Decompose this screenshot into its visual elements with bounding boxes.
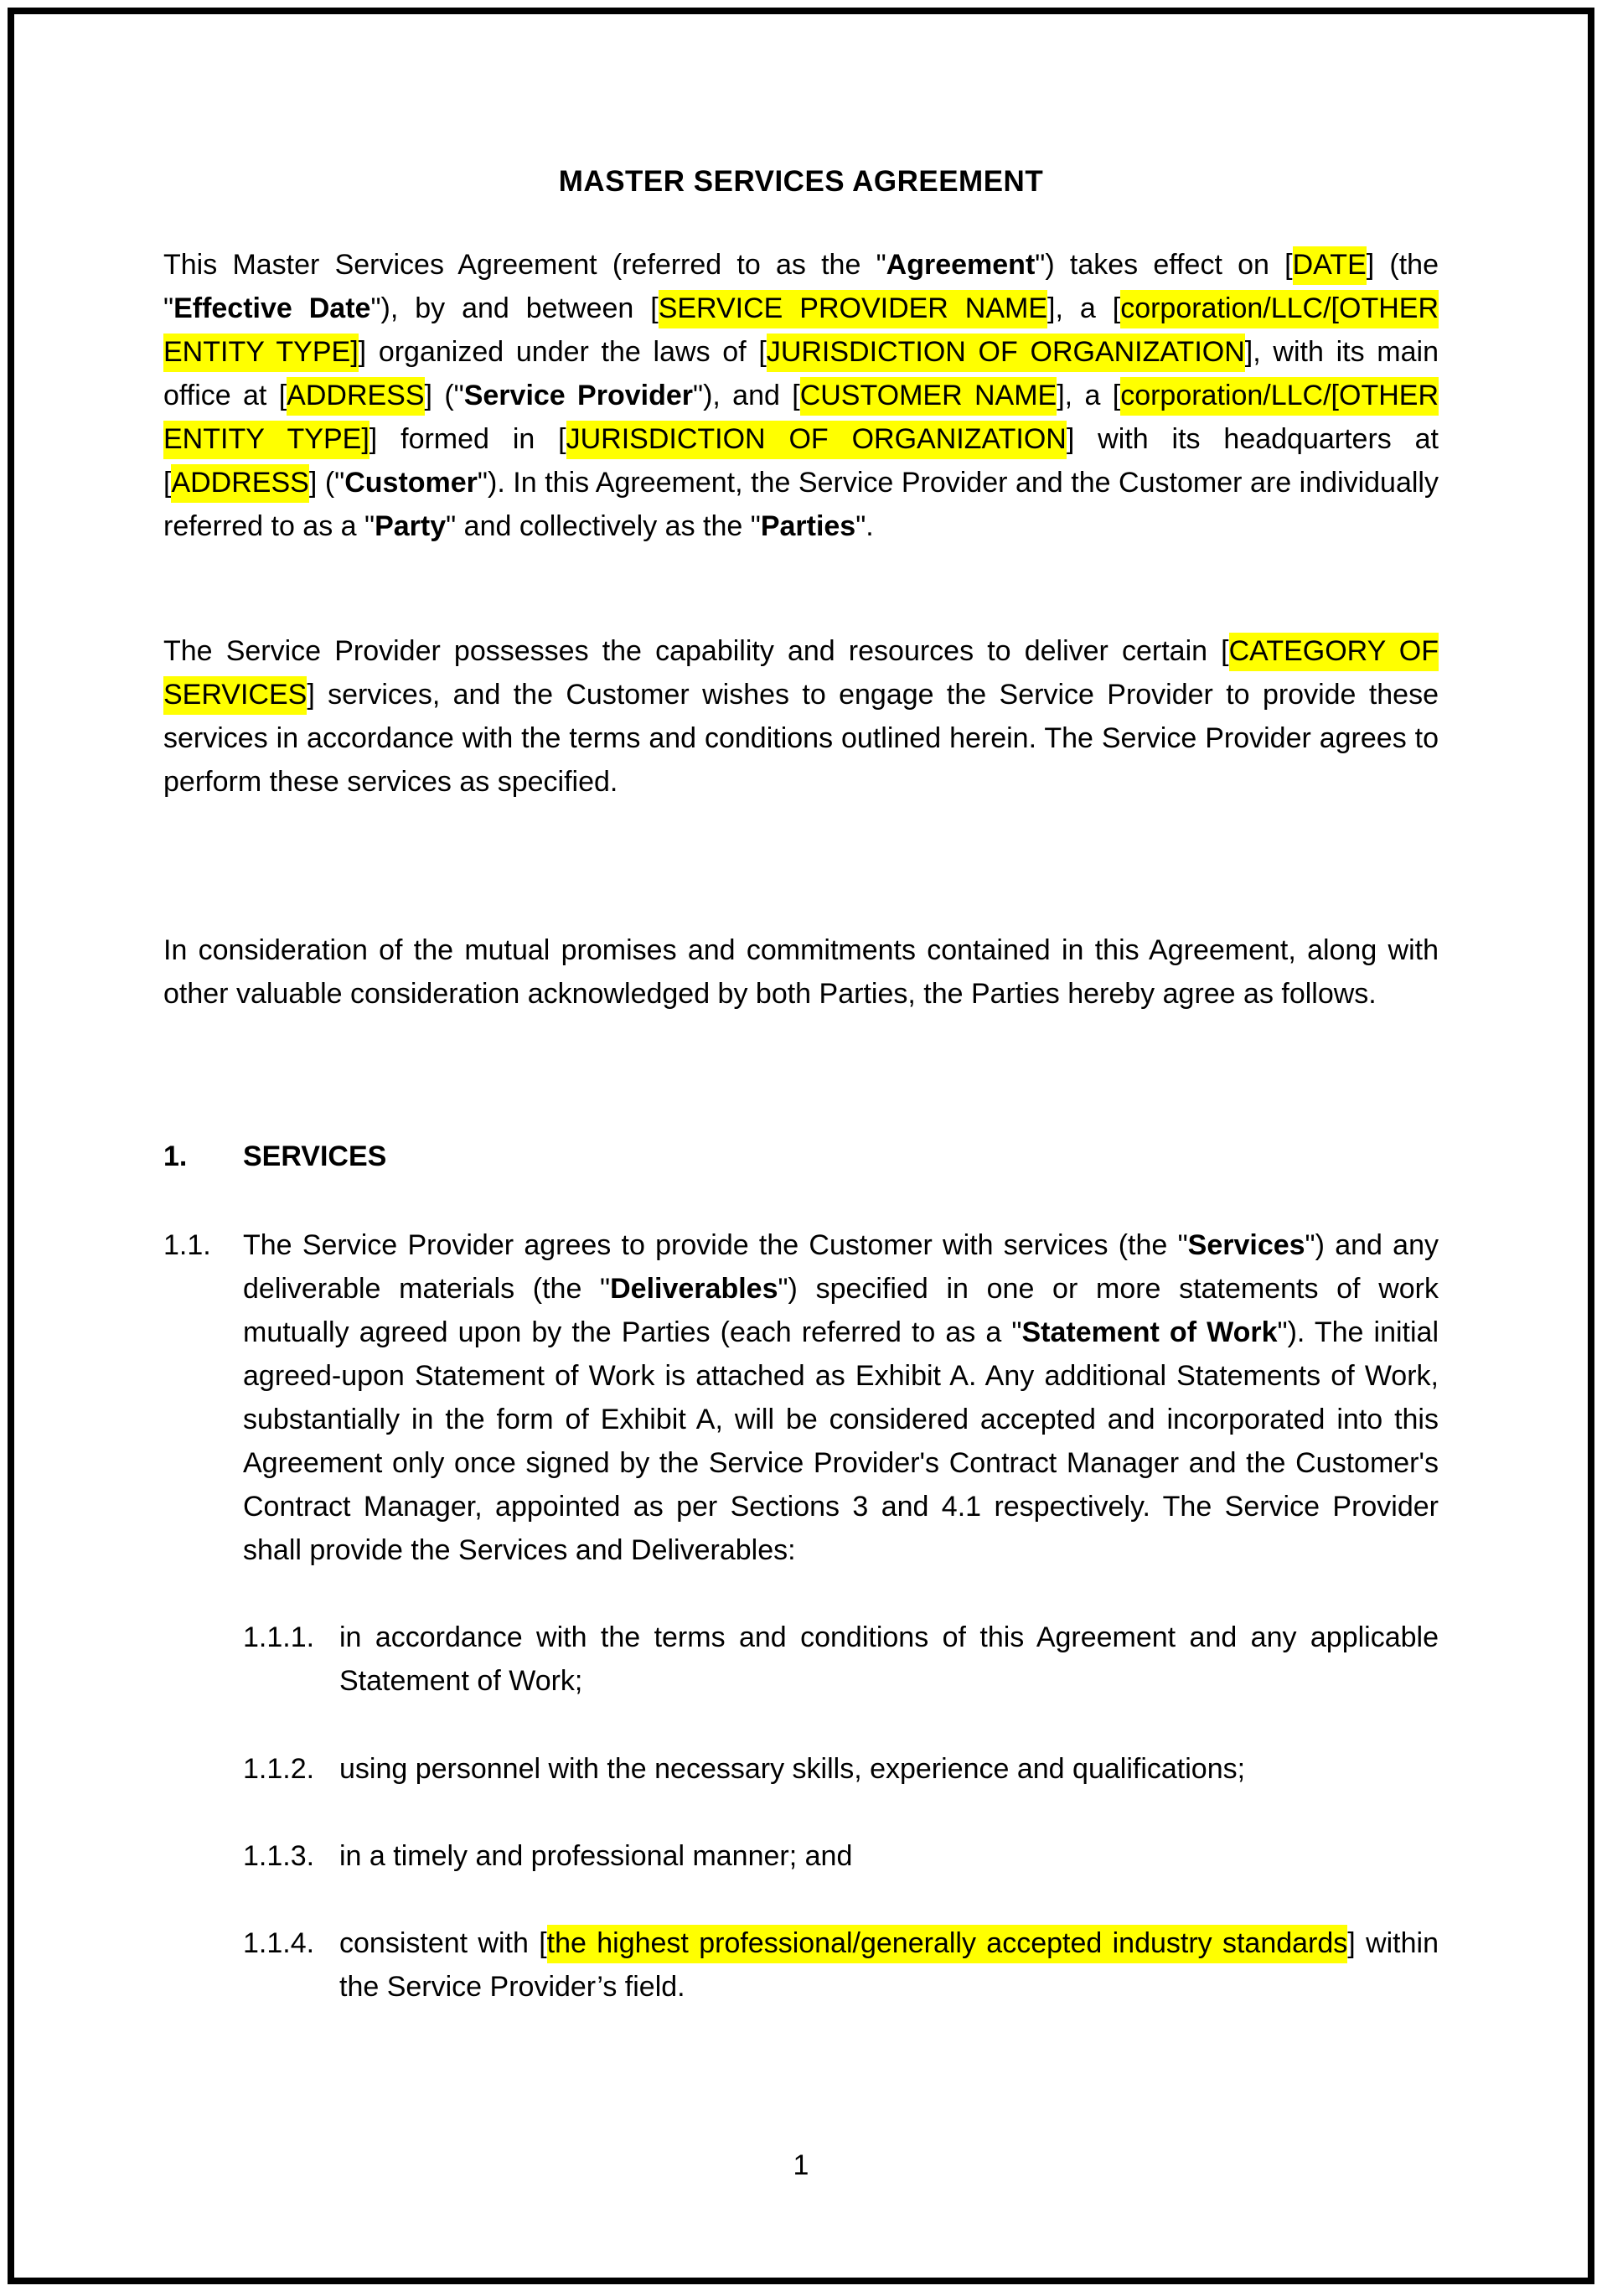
paragraph-services-capability: The Service Provider possesses the capability and resources to deliver certain [CATEGORY OF SERVICES] services, and the Customer wishes to engage the Service Provider to provide these services in accordance with the terms and conditions outlined herein. The Service Provider agrees to perform these services as specified. <box>163 629 1439 804</box>
clause-1-1-2 <box>243 1747 1439 1791</box>
clause-number: 1.1.1. <box>243 1621 315 1653</box>
clause-number: 1.1.4. <box>243 1927 315 1959</box>
clause-1-1-1 <box>243 1616 1439 1703</box>
clause-number: 1.1.3. <box>243 1840 315 1872</box>
clause-number: 1.1. <box>163 1229 211 1261</box>
clause-1-1-3 <box>243 1834 1439 1878</box>
clause-text: in a timely and professional manner; and <box>339 1840 853 1872</box>
page-number: 1 <box>793 2149 809 2181</box>
paragraph-consideration: In consideration of the mutual promises and commitments contained in this Agreement, along with other valuable consideration acknowledged by both Parties, the Parties hereby agree as follows. <box>163 934 1439 1010</box>
paragraph-intro: This Master Services Agreement (referred to as the "Agreement") takes effect on [DATE] (the "Effective Date"), by and between [SERVICE PROVIDER NAME], a [corporation/LLC/[OTHER ENTITY TYPE]] organized under the laws of [JURISDICTION OF ORGANIZATION], with its main office at [ADDRESS] ("Service Provider"), and [CUSTOMER NAME], a [corporation/LLC/[OTHER ENTITY TYPE]] formed in [JURISDICTION OF ORGANIZATION] with its headquarters at [ADDRESS] ("Customer"). In this Agreement, the Service Provider and the Customer are individually referred to as a "Party" and collectively as the "Parties". <box>163 243 1439 548</box>
clause-1-1 <box>163 1223 1439 1572</box>
document-title: MASTER SERVICES AGREEMENT <box>558 165 1044 198</box>
section-label: SERVICES <box>243 1140 387 1172</box>
clause-1-1-4 <box>243 1921 1439 2009</box>
section-number: 1. <box>163 1140 188 1172</box>
section-heading-services <box>163 1135 1439 1178</box>
clause-text: The Service Provider agrees to provide the Customer with services (the "Services") and any deliverable materials (the "Deliverables") specified in one or more statements of work mutually agreed upon by the Parties (each referred to as a "Statement of Work"). The initial agreed-upon Statement of Work is attached as Exhibit A. Any additional Statements of Work, substantially in the form of Exhibit A, will be considered accepted and incorporated into this Agreement only once signed by the Service Provider's Contract Manager and the Customer's Contract Manager, appointed as per Sections 3 and 4.1 respectively. The Service Provider shall provide the Services and Deliverables: <box>243 1229 1439 1566</box>
clause-text: consistent with [the highest professional/generally accepted industry standards] within the Service Provider’s field. <box>339 1921 1439 2009</box>
clause-text: in accordance with the terms and conditions of this Agreement and any applicable Statement of Work; <box>339 1621 1439 1697</box>
clause-text: using personnel with the necessary skills, experience and qualifications; <box>339 1753 1246 1785</box>
clause-number: 1.1.2. <box>243 1753 315 1785</box>
